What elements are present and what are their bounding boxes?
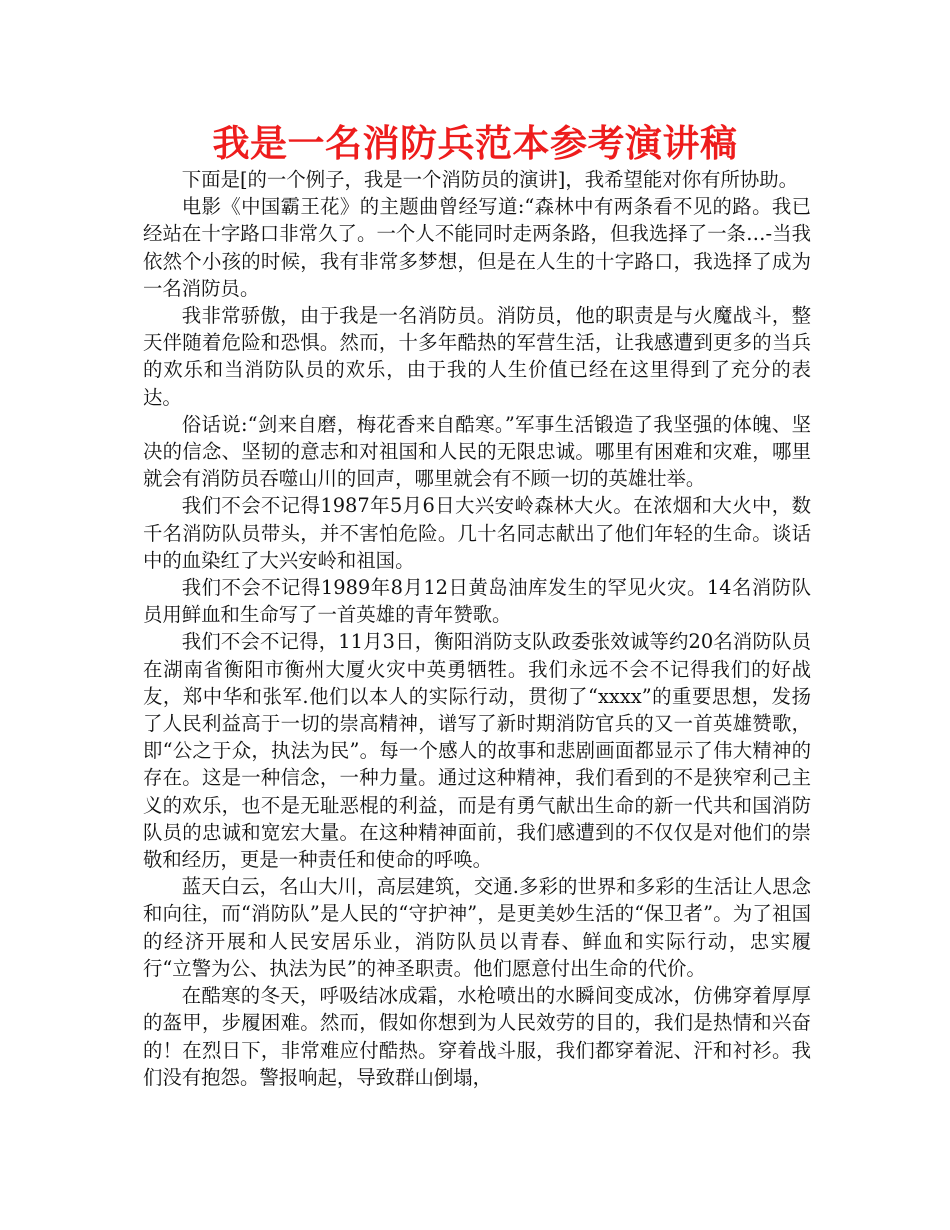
paragraph-intro: 下面是[的一个例子，我是一个消防员的演讲]，我希望能对你有所协助。	[181, 168, 799, 191]
paragraph-1987-fire: 我们不会不记得1987年5月6日大兴安岭森林大火。在浓烟和大火中，数千名消防队员带头，并不害怕危险。几十名同志献出了他们年轻的生命。谈话中的血染红了大兴安岭和祖国。	[143, 494, 811, 572]
paragraph-hengyang: 我们不会不记得，11月3日，衡阳消防支队政委张效诚等约20名消防队员在湖南省衡阳市衡州大厦火灾中英勇牺牲。我们永远不会不记得我们的好战友，郑中华和张军.他们以本人的实际行动，贯彻了“xxxx”的重要思想，发扬了人民利益高于一切的崇高精神，谱写了新时期消防官兵的又一首英雄赞歌，即“公之于众，执法为民”。每一个感人的故事和悲剧画面都显示了伟大精神的存在。这是一种信念，一种力量。通过这种精神，我们看到的不是狭窄利己主义的欢乐，也不是无耻恶棍的利益，而是有勇气献出生命的新一代共和国消防队员的忠诚和宽宏大量。在这种精神面前，我们感遭到的不仅仅是对他们的崇敬和经历，更是一种责任和使命的呼唤。	[143, 630, 811, 872]
paragraph-winter: 在酷寒的冬天，呼吸结冰成霜，水枪喷出的水瞬间变成冰，仿佛穿着厚厚的盔甲，步履困难。然而，假如你想到为人民效劳的目的，我们是热情和兴奋的！在烈日下，非常难应付酷热。穿着战斗服，我们都穿着泥、汗和衬衫。我们没有抱怨。警报响起，导致群山倒塌，	[143, 984, 811, 1089]
document-body	[143, 166, 811, 1091]
paragraph-1989-fire: 我们不会不记得1989年8月12日黄岛油库发生的罕见火灾。14名消防队员用鲜血和生命写了一首英雄的青年赞歌。	[143, 576, 811, 627]
paragraph-proverb: 俗话说:“剑来自磨，梅花香来自酷寒。”军事生活锻造了我坚强的体魄、坚决的信念、坚韧的意志和对祖国和人民的无限忠诚。哪里有困难和灾难，哪里就会有消防员吞噬山川的回声，哪里就会有不顾一切的英雄壮举。	[143, 412, 811, 491]
document-title: 我是一名消防兵范本参考演讲稿	[212, 122, 738, 165]
paragraph-pride: 我非常骄傲，由于我是一名消防员。消防员，他的职责是与火魔战斗，整天伴随着危险和恐惧。然而，十多年酷热的军营生活，让我感遭到更多的当兵的欢乐和当消防队员的欢乐，由于我的人生价值已经在这里得到了充分的表达。	[143, 304, 811, 409]
paragraph-film-song: 电影《中国霸王花》的主题曲曾经写道:“森林中有两条看不见的路。我已经站在十字路口非常久了。一个人不能同时走两条路，但我选择了一条…-当我依然个小孩的时候，我有非常多梦想，但是在人生的十字路口，我选择了成为一名消防员。	[143, 195, 811, 300]
paragraph-guardians: 蓝天白云，名山大川，高层建筑，交通.多彩的世界和多彩的生活让人思念和向往，而“消防队”是人民的“守护神”，是更美妙生活的“保卫者”。为了祖国的经济开展和人民安居乐业，消防队员以青春、鲜血和实际行动，忠实履行“立警为公、执法为民”的神圣职责。他们愿意付出生命的代价。	[143, 875, 811, 980]
